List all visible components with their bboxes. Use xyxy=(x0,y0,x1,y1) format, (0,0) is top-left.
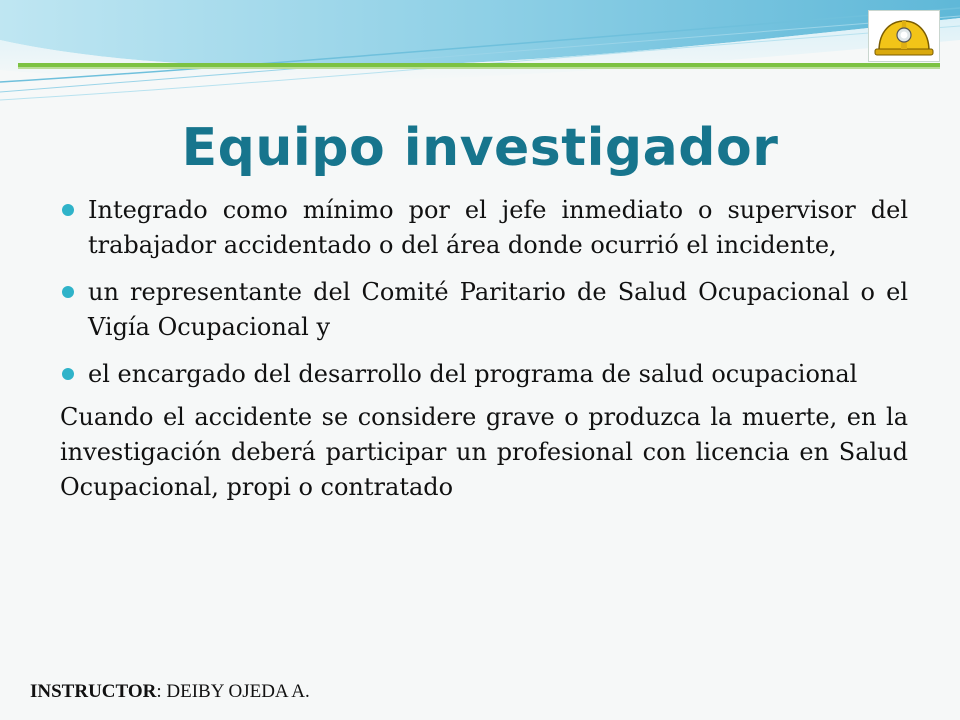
footer-separator: : xyxy=(156,681,167,702)
bullet-item xyxy=(60,357,908,392)
instructor-name: DEIBY OJEDA A. xyxy=(166,681,310,702)
body-paragraph: Cuando el accidente se considere grave o produzca la muerte, en la investigación deberá participar un profesional con licencia en Salud Ocupacional, propi o contratado xyxy=(60,403,908,501)
bullet-item xyxy=(60,275,908,345)
bullet-dot-icon xyxy=(62,368,74,380)
bullet-dot-icon xyxy=(62,286,74,298)
bullet-list xyxy=(60,193,908,392)
instructor-label: INSTRUCTOR xyxy=(30,681,157,702)
bullet-text: el encargado del desarrollo del programa de salud ocupacional xyxy=(88,360,858,388)
slide-title: Equipo investigador xyxy=(181,118,779,178)
slide-content xyxy=(60,193,908,505)
hard-hat-logo xyxy=(868,10,940,62)
bullet-dot-icon xyxy=(62,204,74,216)
header-decoration xyxy=(0,0,960,110)
hard-hat-icon xyxy=(869,11,939,61)
instructor-footer xyxy=(30,681,310,703)
bullet-text: un representante del Comité Paritario de Salud Ocupacional o el Vigía Ocupacional y xyxy=(88,278,908,341)
bullet-text: Integrado como mínimo por el jefe inmediato o supervisor del trabajador accidentado o del área donde ocurrió el incidente, xyxy=(88,196,908,259)
bullet-item xyxy=(60,193,908,263)
